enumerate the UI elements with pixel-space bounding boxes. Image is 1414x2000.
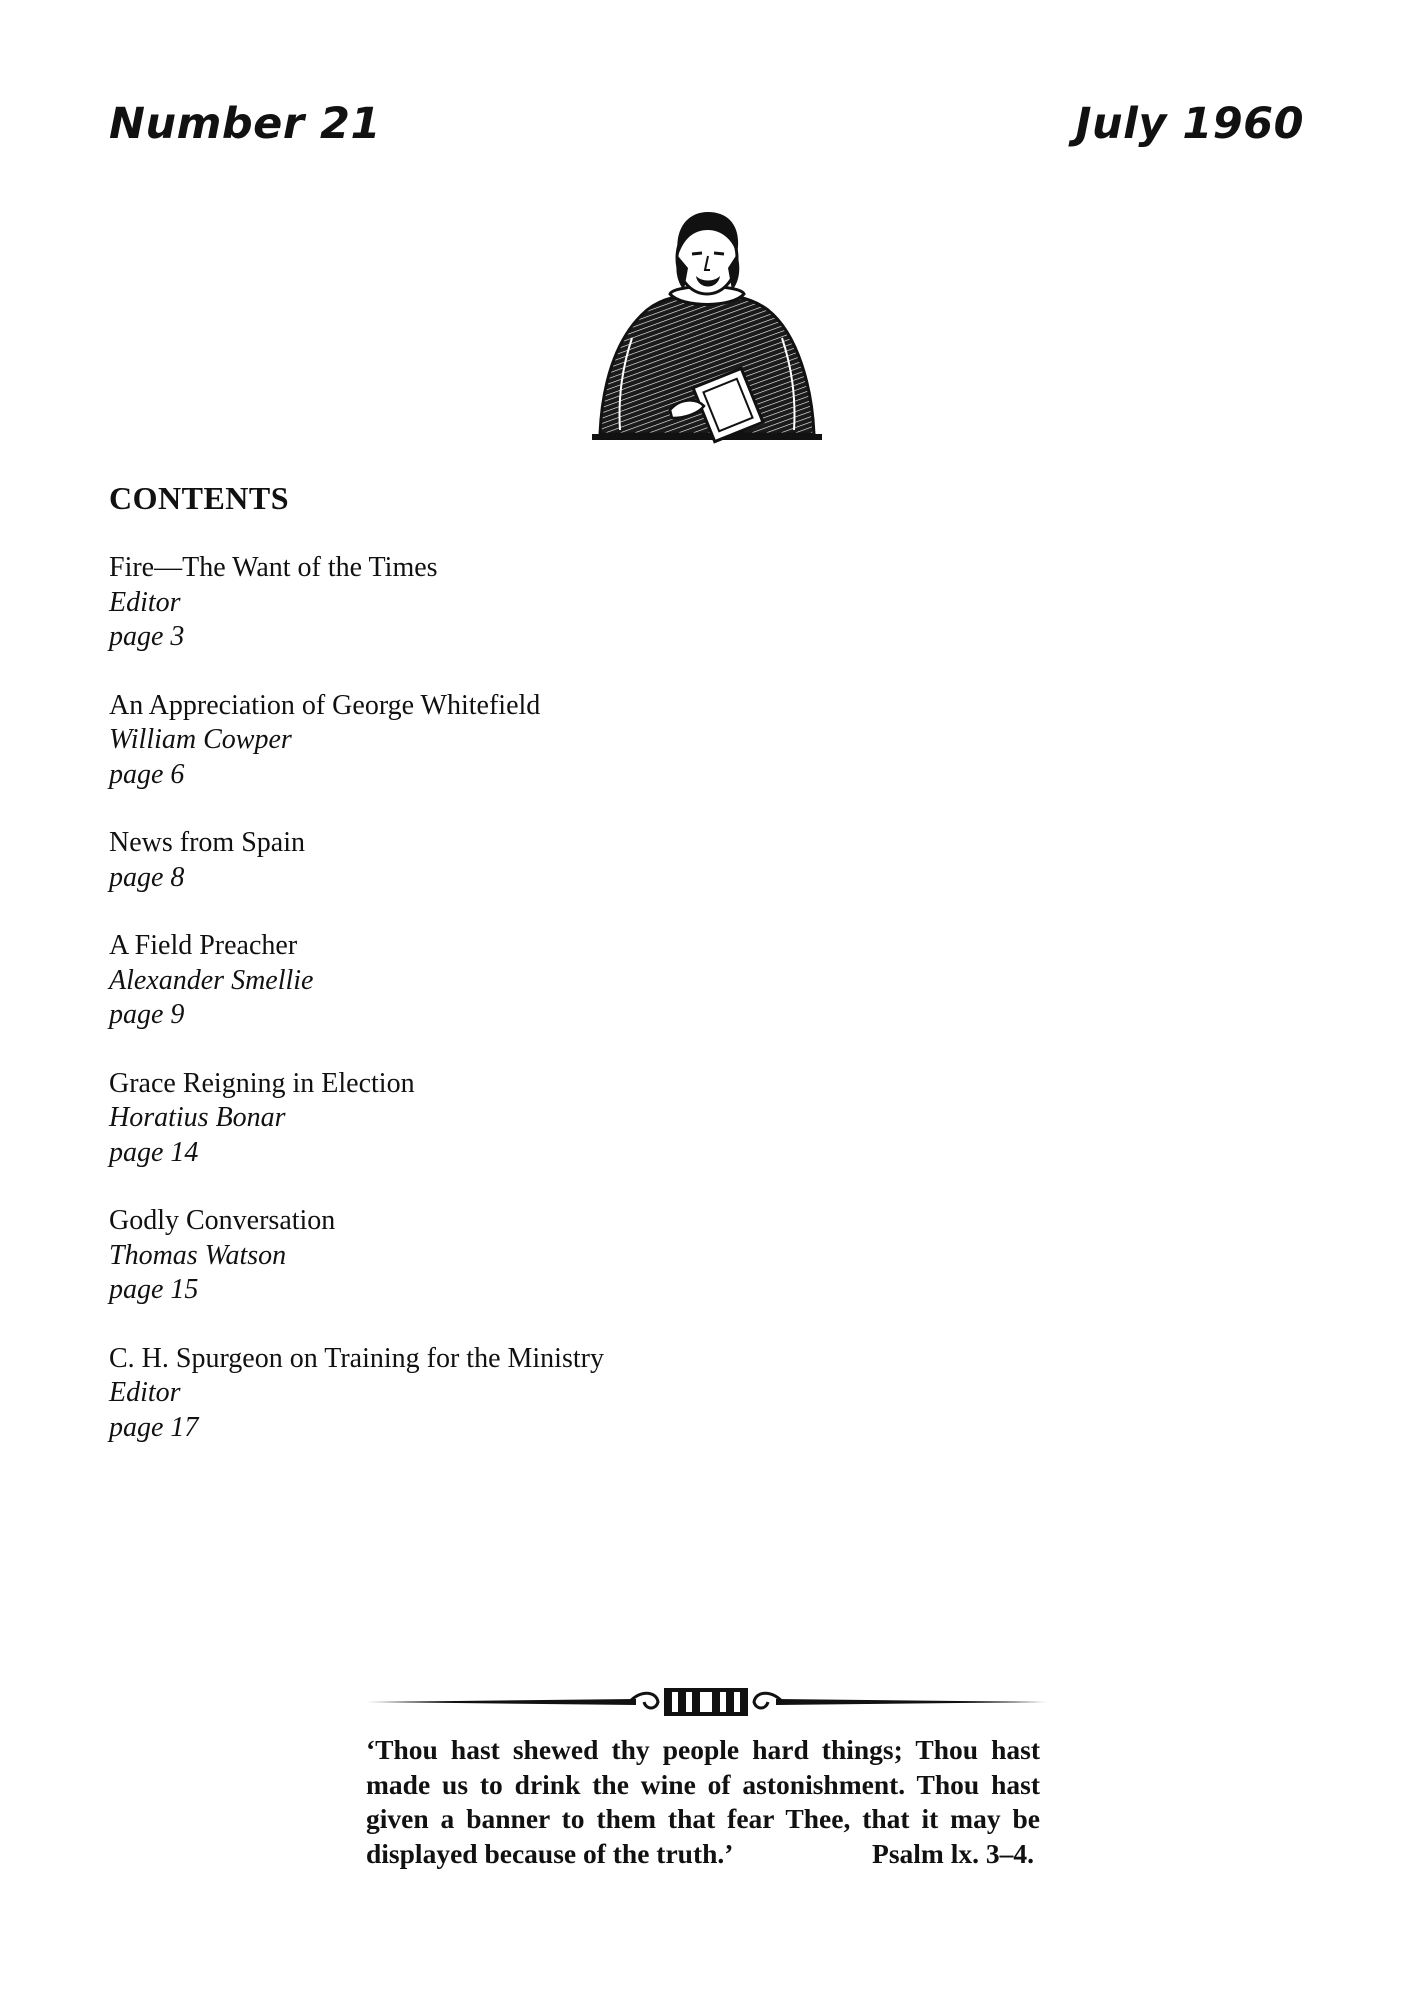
toc-author: Horatius Bonar — [109, 1102, 286, 1133]
toc-title: An Appreciation of George Whitefield — [109, 689, 541, 721]
toc-title: A Field Preacher — [109, 930, 298, 961]
issue-date: July 1960 — [1075, 99, 1304, 149]
toc-title: C. H. Spurgeon on Training for the Ministry — [109, 1342, 604, 1374]
toc-entry — [109, 551, 604, 655]
toc-page: page 14 — [109, 1136, 199, 1168]
toc-page: page 6 — [109, 758, 185, 790]
puritan-portrait-icon — [592, 198, 822, 446]
toc-page: page 9 — [109, 999, 185, 1030]
toc-author: William Cowper — [109, 724, 292, 755]
toc-author: Editor — [109, 1377, 181, 1408]
toc-title: News from Spain — [109, 827, 305, 858]
quote-text: ‘Thou hast shewed thy people hard things; Thou hast made us to drink the wine of astonishment. Thou hast given a banner to them that fear Thee, that it may be displayed because of the truth.’ — [366, 1734, 1040, 1869]
toc-author: Alexander Smellie — [109, 964, 314, 996]
toc-title: Godly Conversation — [109, 1205, 336, 1236]
toc-entry — [109, 826, 604, 895]
quote-reference: Psalm lx. 3–4. — [872, 1837, 1034, 1869]
issue-number: Number 21 — [109, 99, 381, 149]
toc-entry — [109, 1342, 604, 1446]
table-of-contents — [109, 551, 604, 1479]
ornamental-divider-icon — [366, 1682, 1046, 1718]
toc-title: Fire—The Want of the Times — [109, 552, 438, 583]
toc-entry — [109, 689, 604, 793]
toc-entry — [109, 1067, 604, 1171]
toc-entry — [109, 1204, 604, 1308]
contents-heading: CONTENTS — [109, 480, 290, 516]
toc-page: page 15 — [109, 1274, 199, 1305]
toc-entry — [109, 929, 604, 1033]
toc-page: page 8 — [109, 861, 185, 893]
toc-page: page 17 — [109, 1411, 199, 1443]
scripture-quote — [366, 1733, 1040, 1871]
toc-page: page 3 — [109, 621, 185, 652]
toc-author: Thomas Watson — [109, 1239, 287, 1271]
toc-title: Grace Reigning in Election — [109, 1067, 415, 1099]
toc-author: Editor — [109, 586, 181, 618]
